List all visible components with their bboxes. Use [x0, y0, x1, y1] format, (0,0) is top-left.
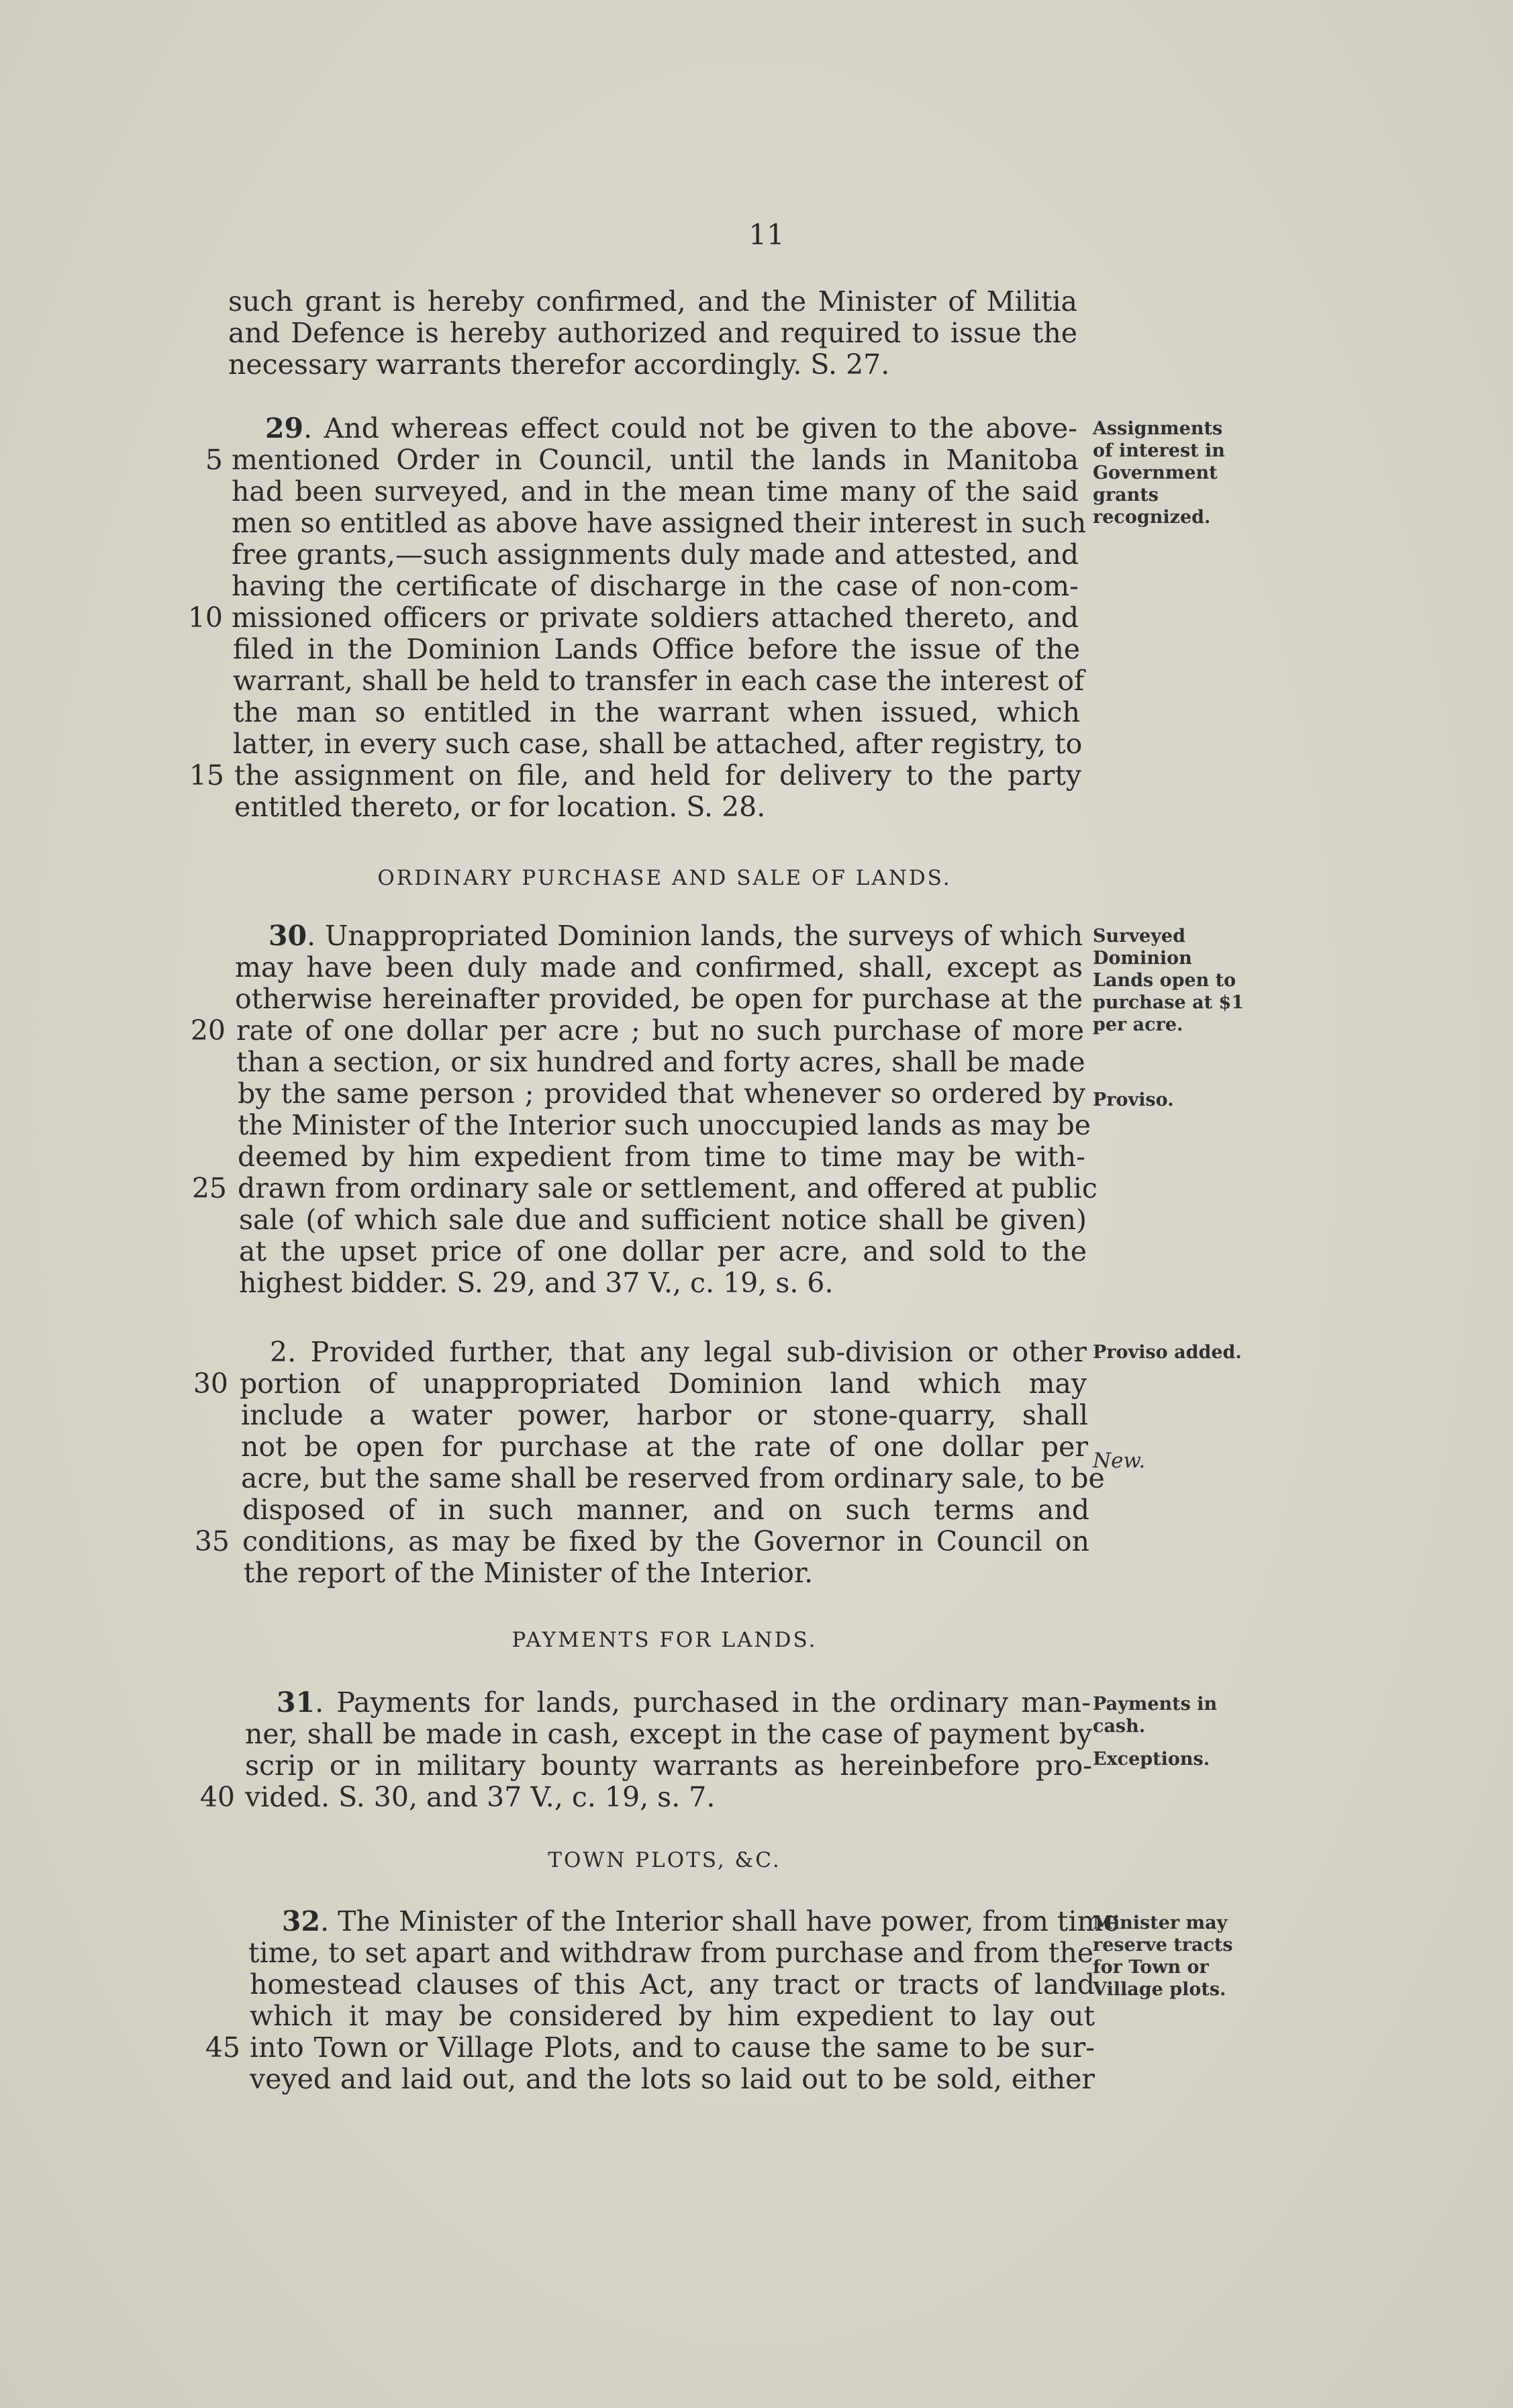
text-line: acre, but the same shall be reserved from ordinary sale, to be	[241, 1462, 1105, 1494]
text-line: the assignment on file, and held for delivery to the party	[234, 759, 1081, 791]
text-line: 32. The Minister of the Interior shall have power, from time	[282, 1905, 1120, 1937]
text-line: the report of the Minister of the Interior.	[244, 1557, 814, 1589]
text-line: into Town or Village Plots, and to cause the same to be sur-	[250, 2031, 1095, 2064]
text-line: which it may be considered by him expedient to lay out	[250, 2000, 1095, 2032]
line-number: 30	[193, 1367, 228, 1400]
section-heading: ORDINARY PURCHASE AND SALE OF LANDS.	[377, 866, 952, 890]
text-line: than a section, or six hundred and forty acres, shall be made	[236, 1046, 1085, 1078]
text-line: portion of unappropriated Dominion land which may	[240, 1367, 1087, 1400]
page-number: 11	[748, 218, 785, 251]
text-line: 2. Provided further, that any legal sub-division or other	[270, 1336, 1087, 1368]
section-number: 29	[265, 412, 304, 444]
text-line: highest bidder. S. 29, and 37 V., c. 19, s. 6.	[239, 1267, 834, 1299]
margin-note: Proviso added.	[1093, 1342, 1242, 1363]
text-line: missioned officers or private soldiers attached thereto, and	[232, 601, 1079, 634]
text-line: sale (of which sale due and sufficient notice shall be given)	[239, 1204, 1087, 1236]
text-line: necessary warrants therefor accordingly. S. 27.	[228, 348, 890, 381]
margin-note: Assignments of interest in Government grants recognized.	[1093, 418, 1225, 528]
text-line: 31. Payments for lands, purchased in the ordinary man-	[277, 1686, 1091, 1719]
text-line: homestead clauses of this Act, any tract or tracts of land	[250, 1968, 1095, 2001]
text-line: entitled thereto, or for location. S. 28.	[234, 791, 766, 823]
text-line: may have been duly made and confirmed, shall, except as	[235, 951, 1083, 983]
text-line: include a water power, harbor or stone-quarry, shall	[241, 1399, 1088, 1431]
section-heading: TOWN PLOTS, &C.	[548, 1848, 781, 1872]
section-number: 30	[269, 920, 307, 952]
margin-note: New.	[1093, 1449, 1146, 1473]
margin-note: Exceptions.	[1093, 1749, 1210, 1770]
text-line: such grant is hereby confirmed, and the Minister of Militia	[228, 285, 1077, 318]
text-line: mentioned Order in Council, until the lands in Manitoba	[232, 444, 1079, 476]
line-number: 25	[191, 1172, 227, 1204]
text-line: filed in the Dominion Lands Office before the issue of the	[233, 633, 1080, 665]
text-line: having the certificate of discharge in the case of non-com-	[232, 570, 1079, 602]
margin-note: Proviso.	[1093, 1090, 1174, 1110]
line-number: 35	[194, 1525, 230, 1557]
section-number: 32	[282, 1905, 321, 1937]
line-number: 15	[189, 759, 224, 791]
text-line: latter, in every such case, shall be attached, after registry, to	[233, 728, 1083, 760]
line-number: 10	[187, 601, 223, 634]
text-line: vided. S. 30, and 37 V., c. 19, s. 7.	[245, 1781, 716, 1813]
text-line: scrip or in military bounty warrants as hereinbefore pro-	[245, 1749, 1092, 1782]
text-line: 30. Unappropriated Dominion lands, the surveys of which	[269, 920, 1083, 952]
text-line: 29. And whereas effect could not be given to the above-	[265, 412, 1077, 444]
text-line: ner, shall be made in cash, except in the case of payment by	[245, 1718, 1092, 1750]
line-number: 20	[190, 1014, 226, 1047]
line-number: 40	[199, 1781, 235, 1813]
margin-note: Minister may reserve tracts for Town or Village plots.	[1093, 1913, 1233, 2000]
line-number: 45	[205, 2031, 240, 2064]
section-number: 31	[277, 1686, 315, 1719]
text-line: veyed and laid out, and the lots so laid out to be sold, either	[250, 2063, 1095, 2095]
text-line: warrant, shall be held to transfer in each case the interest of	[233, 665, 1085, 697]
margin-note: Payments in cash.	[1093, 1694, 1218, 1737]
text-line: and Defence is hereby authorized and required to issue the	[228, 317, 1077, 349]
text-line: disposed of in such manner, and on such terms and	[242, 1494, 1089, 1526]
margin-note: Surveyed Dominion Lands open to purchase at $1 per acre.	[1093, 926, 1244, 1035]
text-line: deemed by him expedient from time to time may be with-	[238, 1141, 1085, 1173]
text-line: had been surveyed, and in the mean time many of the said	[232, 475, 1079, 508]
text-line: at the upset price of one dollar per acre, and sold to the	[239, 1235, 1087, 1267]
line-number: 5	[205, 444, 223, 476]
text-line: the Minister of the Interior such unoccupied lands as may be	[238, 1109, 1091, 1141]
text-line: by the same person ; provided that whenever so ordered by	[238, 1077, 1085, 1110]
text-line: the man so entitled in the warrant when issued, which	[233, 696, 1080, 728]
text-line: free grants,—such assignments duly made and attested, and	[232, 538, 1079, 571]
text-line: not be open for purchase at the rate of one dollar per	[241, 1431, 1088, 1463]
text-line: time, to set apart and withdraw from purchase and from the	[248, 1937, 1093, 1969]
text-line: men so entitled as above have assigned their interest in such	[232, 507, 1087, 539]
section-heading: PAYMENTS FOR LANDS.	[511, 1628, 818, 1652]
text-line: drawn from ordinary sale or settlement, and offered at public	[238, 1172, 1097, 1204]
text-line: otherwise hereinafter provided, be open for purchase at the	[235, 983, 1083, 1015]
text-line: conditions, as may be fixed by the Governor in Council on	[242, 1525, 1089, 1557]
text-line: rate of one dollar per acre ; but no such purchase of more	[236, 1014, 1084, 1047]
